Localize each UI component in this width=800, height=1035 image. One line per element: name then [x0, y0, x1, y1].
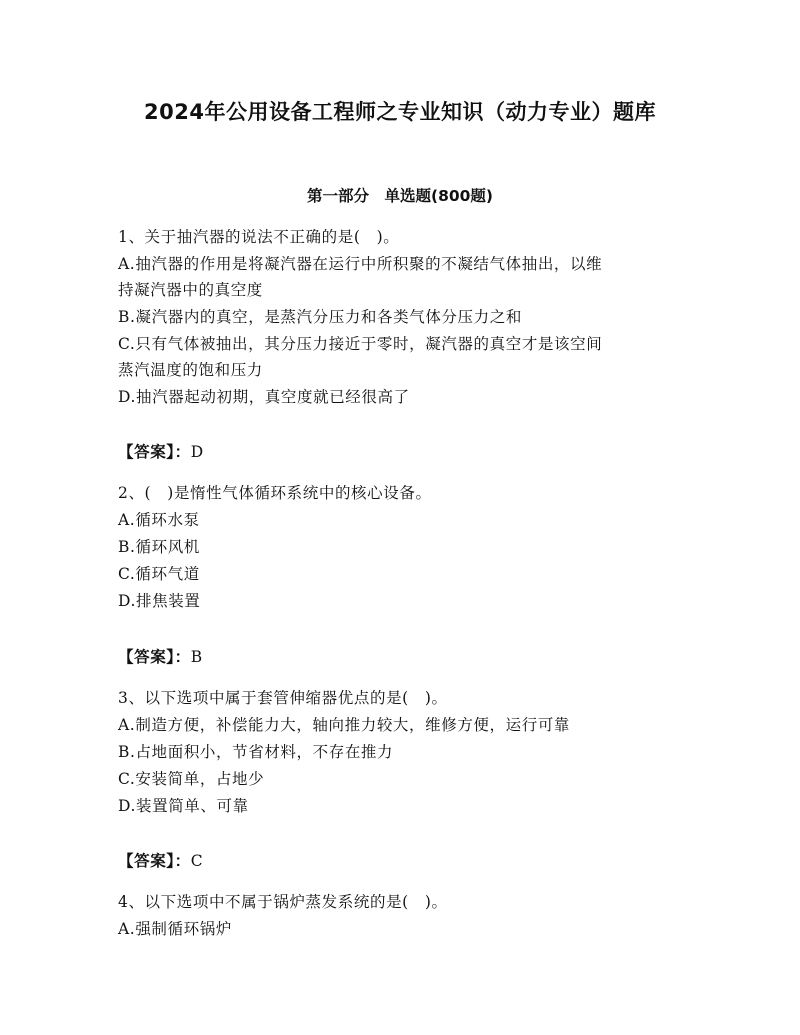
question-2-answer	[118, 644, 688, 670]
question-2-option-d: D.排焦装置	[118, 592, 201, 610]
question-3-option-d: D.装置简单、可靠	[118, 797, 249, 815]
document-title: 2024年公用设备工程师之专业知识（动力专业）题库	[144, 100, 656, 124]
question-3-answer	[118, 848, 688, 874]
answer-label: 【答案】：	[118, 648, 191, 666]
question-2-option-c: C.循环气道	[118, 565, 200, 583]
question-3-option-b: B.占地面积小，节省材料，不存在推力	[118, 743, 394, 761]
answer-value: B	[190, 648, 203, 666]
question-1-answer	[118, 439, 688, 465]
question-1-option-c: C.只有气体被抽出，其分压力接近于零时，凝汽器的真空才是该空间	[118, 335, 603, 353]
question-1-option-c-cont: 蒸汽温度的饱和压力	[118, 361, 263, 379]
question-4-stem: 4、以下选项中不属于锅炉蒸发系统的是( )。	[118, 893, 448, 911]
answer-value: D	[190, 443, 204, 461]
question-4-option-a: A.强制循环锅炉	[118, 920, 232, 938]
question-1-option-d: D.抽汽器起动初期，真空度就已经很高了	[118, 388, 410, 406]
answer-value: C	[190, 852, 204, 870]
question-1-option-a: A.抽汽器的作用是将凝汽器在运行中所积聚的不凝结气体抽出，以维	[118, 255, 603, 273]
answer-label: 【答案】：	[118, 443, 191, 461]
question-1-option-a-cont: 持凝汽器中的真空度	[118, 281, 263, 299]
question-3-option-c: C.安装简单，占地少	[118, 770, 265, 788]
question-2-option-a: A.循环水泵	[118, 511, 200, 529]
question-2-stem: 2、( )是惰性气体循环系统中的核心设备。	[118, 484, 432, 502]
question-3-stem: 3、以下选项中属于套管伸缩器优点的是( )。	[118, 689, 448, 707]
section-title: 第一部分 单选题(800题)	[306, 187, 494, 205]
answer-label: 【答案】：	[118, 852, 191, 870]
question-1-stem: 1、关于抽汽器的说法不正确的是( )。	[118, 228, 400, 246]
question-2-option-b: B.循环风机	[118, 538, 200, 556]
question-1-option-b: B.凝汽器内的真空，是蒸汽分压力和各类气体分压力之和	[118, 308, 522, 326]
question-3-option-a: A.制造方便，补偿能力大，轴向推力较大，维修方便，运行可靠	[118, 716, 571, 734]
